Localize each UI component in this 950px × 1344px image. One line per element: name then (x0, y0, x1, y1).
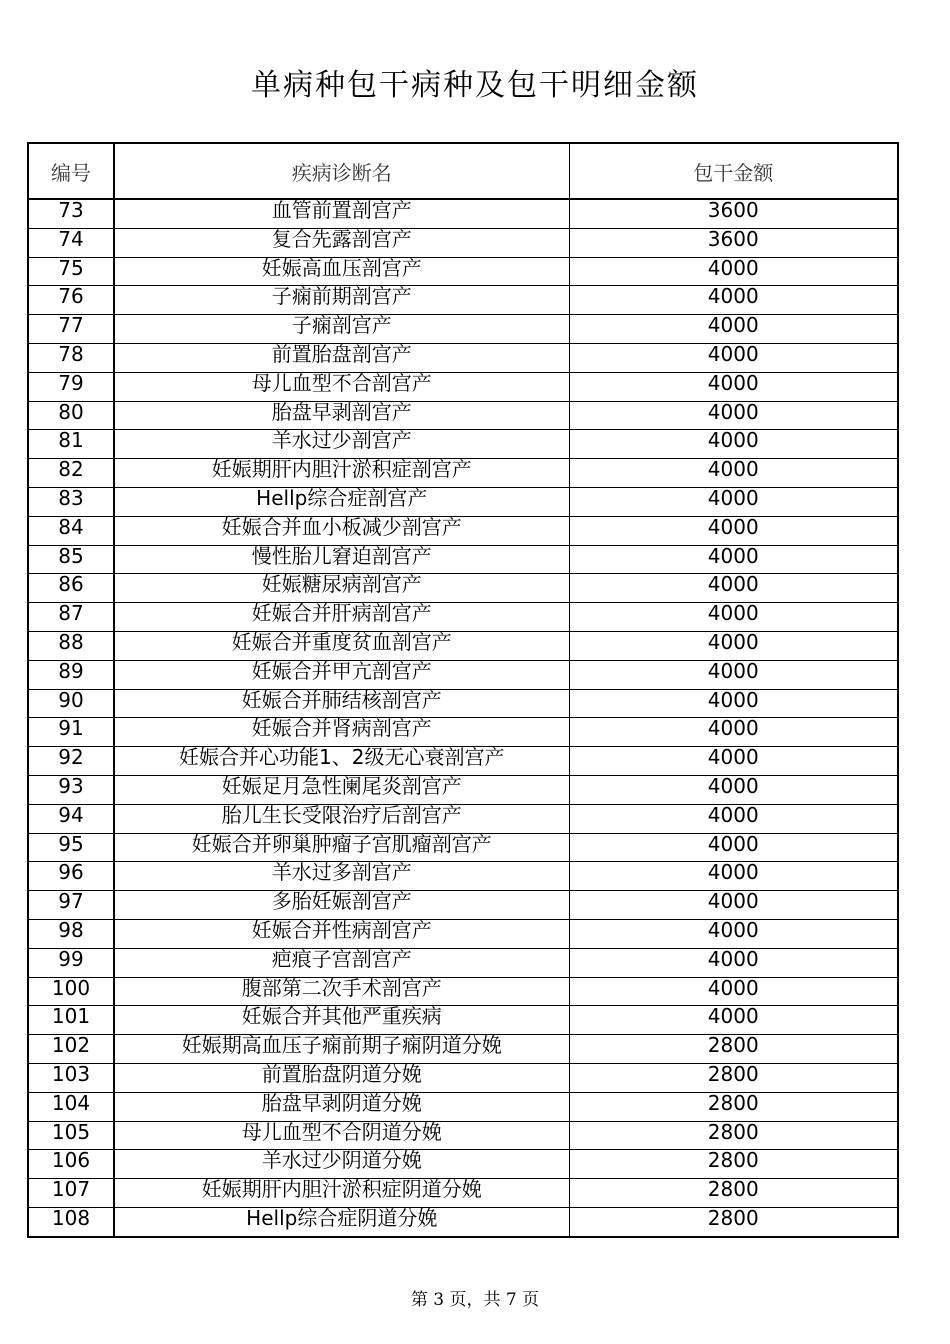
row-amount-cell: 4000 (569, 1006, 898, 1035)
row-number-cell: 107 (28, 1179, 114, 1208)
row-amount-cell: 4000 (569, 718, 898, 747)
table-row (28, 516, 898, 545)
table-row (28, 545, 898, 574)
row-diagnosis-cell: 妊娠合并肾病剖宫产 (114, 718, 569, 747)
table-header-row (28, 143, 898, 199)
row-amount-cell: 2800 (569, 1179, 898, 1208)
row-amount-cell: 4000 (569, 689, 898, 718)
row-amount-cell: 4000 (569, 804, 898, 833)
row-diagnosis-cell: 前置胎盘剖宫产 (114, 343, 569, 372)
row-amount-cell: 4000 (569, 775, 898, 804)
table-row (28, 689, 898, 718)
table-row (28, 775, 898, 804)
table-row (28, 603, 898, 632)
row-diagnosis-cell: 妊娠合并其他严重疾病 (114, 1006, 569, 1035)
row-diagnosis-cell: Hellp综合症剖宫产 (114, 487, 569, 516)
row-number-cell: 98 (28, 919, 114, 948)
row-amount-cell: 2800 (569, 1150, 898, 1179)
row-number-cell: 90 (28, 689, 114, 718)
row-diagnosis-cell: 妊娠糖尿病剖宫产 (114, 574, 569, 603)
row-number-cell: 74 (28, 228, 114, 257)
column-header-amount: 包干金额 (569, 143, 898, 199)
row-number-cell: 79 (28, 372, 114, 401)
table-body (28, 199, 898, 1237)
row-number-cell: 89 (28, 660, 114, 689)
row-amount-cell: 4000 (569, 948, 898, 977)
row-diagnosis-cell: 妊娠合并心功能1、2级无心衰剖宫产 (114, 747, 569, 776)
row-number-cell: 108 (28, 1207, 114, 1236)
row-number-cell: 96 (28, 862, 114, 891)
table-row (28, 833, 898, 862)
row-diagnosis-cell: 多胎妊娠剖宫产 (114, 891, 569, 920)
row-number-cell: 75 (28, 257, 114, 286)
row-diagnosis-cell: 妊娠合并肺结核剖宫产 (114, 689, 569, 718)
row-diagnosis-cell: 母儿血型不合阴道分娩 (114, 1121, 569, 1150)
fee-table (27, 142, 899, 1238)
table-row (28, 315, 898, 344)
row-number-cell: 95 (28, 833, 114, 862)
row-diagnosis-cell: 妊娠合并重度贫血剖宫产 (114, 631, 569, 660)
table-row (28, 228, 898, 257)
row-number-cell: 97 (28, 891, 114, 920)
row-amount-cell: 4000 (569, 833, 898, 862)
row-amount-cell: 3600 (569, 228, 898, 257)
table-row (28, 487, 898, 516)
row-amount-cell: 2800 (569, 1063, 898, 1092)
row-diagnosis-cell: 胎盘早剥阴道分娩 (114, 1092, 569, 1121)
row-amount-cell: 4000 (569, 343, 898, 372)
row-amount-cell: 4000 (569, 747, 898, 776)
row-number-cell: 78 (28, 343, 114, 372)
row-diagnosis-cell: 慢性胎儿窘迫剖宫产 (114, 545, 569, 574)
row-amount-cell: 4000 (569, 891, 898, 920)
column-header-number: 编号 (28, 143, 114, 199)
table-row (28, 1063, 898, 1092)
table-row (28, 199, 898, 228)
row-diagnosis-cell: 妊娠期肝内胆汁淤积症阴道分娩 (114, 1179, 569, 1208)
row-number-cell: 91 (28, 718, 114, 747)
table-row (28, 1121, 898, 1150)
row-number-cell: 103 (28, 1063, 114, 1092)
row-number-cell: 83 (28, 487, 114, 516)
table-row (28, 372, 898, 401)
row-number-cell: 104 (28, 1092, 114, 1121)
row-amount-cell: 4000 (569, 315, 898, 344)
row-amount-cell: 4000 (569, 516, 898, 545)
row-diagnosis-cell: 妊娠合并甲亢剖宫产 (114, 660, 569, 689)
row-diagnosis-cell: 妊娠合并血小板减少剖宫产 (114, 516, 569, 545)
row-number-cell: 73 (28, 199, 114, 228)
row-diagnosis-cell: 妊娠期肝内胆汁淤积症剖宫产 (114, 459, 569, 488)
row-diagnosis-cell: 羊水过少阴道分娩 (114, 1150, 569, 1179)
row-diagnosis-cell: 子痫前期剖宫产 (114, 286, 569, 315)
row-diagnosis-cell: 疤痕子宫剖宫产 (114, 948, 569, 977)
row-amount-cell: 4000 (569, 977, 898, 1006)
row-number-cell: 106 (28, 1150, 114, 1179)
row-diagnosis-cell: 复合先露剖宫产 (114, 228, 569, 257)
column-header-diagnosis: 疾病诊断名 (114, 143, 569, 199)
table-row (28, 1035, 898, 1064)
table-row (28, 862, 898, 891)
row-amount-cell: 2800 (569, 1092, 898, 1121)
row-diagnosis-cell: 羊水过多剖宫产 (114, 862, 569, 891)
row-number-cell: 94 (28, 804, 114, 833)
row-diagnosis-cell: 前置胎盘阴道分娩 (114, 1063, 569, 1092)
table-row (28, 401, 898, 430)
row-amount-cell: 4000 (569, 862, 898, 891)
row-number-cell: 100 (28, 977, 114, 1006)
row-number-cell: 81 (28, 430, 114, 459)
table-row (28, 1092, 898, 1121)
table-row (28, 1207, 898, 1236)
row-diagnosis-cell: 胎儿生长受限治疗后剖宫产 (114, 804, 569, 833)
row-amount-cell: 3600 (569, 199, 898, 228)
row-amount-cell: 4000 (569, 574, 898, 603)
table-row (28, 257, 898, 286)
row-amount-cell: 4000 (569, 459, 898, 488)
table-row (28, 948, 898, 977)
row-diagnosis-cell: 妊娠合并肝病剖宫产 (114, 603, 569, 632)
page-title: 单病种包干病种及包干明细金额 (251, 68, 699, 103)
row-diagnosis-cell: 妊娠高血压剖宫产 (114, 257, 569, 286)
row-amount-cell: 4000 (569, 430, 898, 459)
row-diagnosis-cell: 胎盘早剥剖宫产 (114, 401, 569, 430)
row-amount-cell: 4000 (569, 603, 898, 632)
table-row (28, 574, 898, 603)
row-amount-cell: 4000 (569, 286, 898, 315)
row-number-cell: 99 (28, 948, 114, 977)
table-row (28, 919, 898, 948)
row-number-cell: 101 (28, 1006, 114, 1035)
row-number-cell: 92 (28, 747, 114, 776)
row-amount-cell: 4000 (569, 401, 898, 430)
row-number-cell: 80 (28, 401, 114, 430)
row-number-cell: 85 (28, 545, 114, 574)
row-amount-cell: 4000 (569, 660, 898, 689)
row-number-cell: 93 (28, 775, 114, 804)
row-number-cell: 82 (28, 459, 114, 488)
row-number-cell: 105 (28, 1121, 114, 1150)
row-number-cell: 76 (28, 286, 114, 315)
table-row (28, 1150, 898, 1179)
table-row (28, 718, 898, 747)
row-diagnosis-cell: 妊娠足月急性阑尾炎剖宫产 (114, 775, 569, 804)
table-row (28, 891, 898, 920)
row-diagnosis-cell: 母儿血型不合剖宫产 (114, 372, 569, 401)
table-row (28, 286, 898, 315)
row-amount-cell: 2800 (569, 1121, 898, 1150)
table-row (28, 1179, 898, 1208)
row-amount-cell: 4000 (569, 372, 898, 401)
table-row (28, 747, 898, 776)
row-amount-cell: 4000 (569, 257, 898, 286)
row-number-cell: 77 (28, 315, 114, 344)
row-diagnosis-cell: 血管前置剖宫产 (114, 199, 569, 228)
table-row (28, 343, 898, 372)
row-number-cell: 86 (28, 574, 114, 603)
table-row (28, 631, 898, 660)
row-diagnosis-cell: 妊娠期高血压子痫前期子痫阴道分娩 (114, 1035, 569, 1064)
row-amount-cell: 4000 (569, 631, 898, 660)
row-number-cell: 87 (28, 603, 114, 632)
row-diagnosis-cell: 腹部第二次手术剖宫产 (114, 977, 569, 1006)
row-number-cell: 88 (28, 631, 114, 660)
table-row (28, 804, 898, 833)
row-number-cell: 84 (28, 516, 114, 545)
table-row (28, 660, 898, 689)
row-diagnosis-cell: 妊娠合并卵巢肿瘤子宫肌瘤剖宫产 (114, 833, 569, 862)
table-row (28, 1006, 898, 1035)
row-diagnosis-cell: 妊娠合并性病剖宫产 (114, 919, 569, 948)
table-row (28, 459, 898, 488)
row-diagnosis-cell: Hellp综合症阴道分娩 (114, 1207, 569, 1236)
row-diagnosis-cell: 子痫剖宫产 (114, 315, 569, 344)
table-row (28, 977, 898, 1006)
row-amount-cell: 2800 (569, 1207, 898, 1236)
row-amount-cell: 2800 (569, 1035, 898, 1064)
row-diagnosis-cell: 羊水过少剖宫产 (114, 430, 569, 459)
row-amount-cell: 4000 (569, 545, 898, 574)
row-amount-cell: 4000 (569, 919, 898, 948)
row-number-cell: 102 (28, 1035, 114, 1064)
table-row (28, 430, 898, 459)
page-footer: 第 3 页，共 7 页 (410, 1290, 540, 1310)
row-amount-cell: 4000 (569, 487, 898, 516)
